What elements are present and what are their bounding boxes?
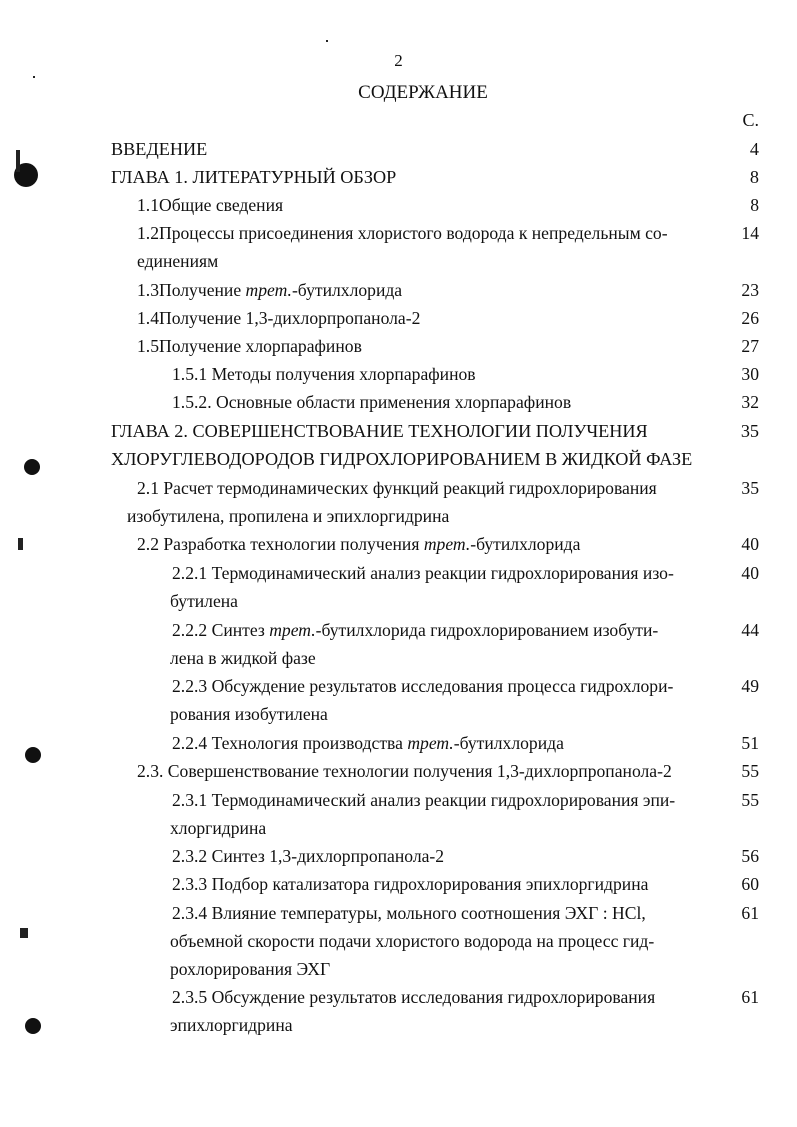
toc-entry-title: 1.4Получение 1,3-дихлорпропанола-2	[137, 308, 421, 328]
scan-speck	[16, 150, 20, 172]
toc-entry-page: 30	[741, 364, 759, 384]
page-title: СОДЕРЖАНИЕ	[358, 82, 488, 103]
scan-speck	[18, 538, 23, 550]
toc-entry-title: 1.5.2. Основные области применения хлорпарафинов	[172, 392, 572, 412]
toc-entry-title: 2.1 Расчет термодинамических функций реакций гидрохлорирования	[137, 478, 657, 498]
toc-entry-title: 2.2.3 Обсуждение результатов исследования процесса гидрохлори-	[172, 676, 674, 696]
scan-speck	[326, 40, 328, 42]
scan-speck	[33, 76, 35, 78]
toc-entry-title: 1.1Общие сведения	[137, 195, 284, 215]
toc-entry-title-continued: эпихлоргидрина	[170, 1015, 293, 1035]
toc-entry-page: 61	[741, 987, 759, 1007]
toc-entry-title: 2.3. Совершенствование технологии получения 1,3-дихлорпропанола-2	[137, 761, 672, 781]
toc-entry-page: 32	[741, 392, 759, 412]
toc-entry-title: ГЛАВА 1. ЛИТЕРАТУРНЫЙ ОБЗОР	[111, 167, 397, 187]
toc-entry-page: 35	[741, 478, 759, 498]
toc-entry-title: 1.3Получение трет.-бутилхлорида	[137, 280, 403, 300]
toc-entry-title: 2.3.1 Термодинамический анализ реакции гидрохлорирования эпи-	[172, 790, 676, 810]
toc-entry-title: 1.2Процессы присоединения хлористого водорода к непредельным со-	[137, 223, 668, 243]
toc-entry-title: 2.3.5 Обсуждение результатов исследования гидрохлорирования	[172, 987, 656, 1007]
toc-entry-title: 1.5Получение хлорпарафинов	[137, 336, 362, 356]
toc-entry-page: 35	[740, 421, 759, 441]
toc-entry-title: 2.2.2 Синтез трет.-бутилхлорида гидрохлорированием изобути-	[172, 620, 659, 640]
punch-hole-mark	[24, 459, 40, 475]
toc-entry-page: 56	[741, 846, 759, 866]
toc-entry-title-continued: единениям	[137, 251, 219, 271]
toc-entry-page: 51	[741, 733, 759, 753]
toc-entry-page: 26	[741, 308, 759, 328]
page-number: 2	[394, 51, 403, 70]
toc-entry-title: 2.3.2 Синтез 1,3-дихлорпропанола-2	[172, 846, 445, 866]
toc-entry-title-continued: хлоргидрина	[170, 818, 267, 838]
toc-entry-title: ВВЕДЕНИЕ	[111, 139, 208, 159]
toc-entry-page: 49	[741, 676, 759, 696]
toc-entry-title: 1.5.1 Методы получения хлорпарафинов	[172, 364, 476, 384]
page-column-label: С.	[742, 110, 759, 130]
toc-entry-page: 4	[749, 139, 759, 159]
punch-hole-mark	[25, 1018, 41, 1034]
toc-entry-page: 55	[741, 790, 759, 810]
toc-entry-title: 2.2.4 Технология производства трет.-бутилхлорида	[172, 733, 564, 753]
toc-entry-page: 55	[741, 761, 759, 781]
toc-entry-page: 8	[749, 167, 759, 187]
toc-entry-page: 61	[741, 903, 759, 923]
toc-entry-title-continued: изобутилена, пропилена и эпихлоргидрина	[127, 506, 450, 526]
toc-entry-page: 40	[741, 563, 759, 583]
toc-entry-page: 44	[741, 620, 759, 640]
toc-entry-title-continued: бутилена	[170, 591, 238, 611]
toc-entry-page: 14	[741, 223, 759, 243]
scan-speck	[20, 928, 28, 938]
punch-hole-mark	[25, 747, 41, 763]
toc-entry-page: 40	[741, 534, 759, 554]
toc-entry-title-continued: объемной скорости подачи хлористого водорода на процесс гид-	[170, 931, 655, 951]
toc-entry-title: 2.2 Разработка технологии получения трет.-бутилхлорида	[137, 534, 581, 554]
toc-entry-page: 23	[741, 280, 759, 300]
toc-entry-title: 2.2.1 Термодинамический анализ реакции гидрохлорирования изо-	[172, 563, 674, 583]
toc-entry-title: 2.3.4 Влияние температуры, мольного соотношения ЭХГ : HCl,	[172, 903, 646, 923]
toc-entry-title-continued: рования изобутилена	[170, 704, 328, 724]
toc-entry-title: ГЛАВА 2. СОВЕРШЕНСТВОВАНИЕ ТЕХНОЛОГИИ ПОЛУЧЕНИЯ	[111, 421, 648, 441]
toc-entry-page: 60	[741, 874, 759, 894]
toc-entry-title: 2.3.3 Подбор катализатора гидрохлорирования эпихлоргидрина	[172, 874, 649, 894]
toc-entry-page: 27	[741, 336, 759, 356]
toc-entry-title-continued: лена в жидкой фазе	[170, 648, 316, 668]
toc-entry-title-continued: ХЛОРУГЛЕВОДОРОДОВ ГИДРОХЛОРИРОВАНИЕМ В ЖИДКОЙ ФАЗЕ	[111, 449, 693, 469]
toc-entry-page: 8	[750, 195, 759, 215]
toc-entry-title-continued: рохлорирования ЭХГ	[170, 959, 331, 979]
